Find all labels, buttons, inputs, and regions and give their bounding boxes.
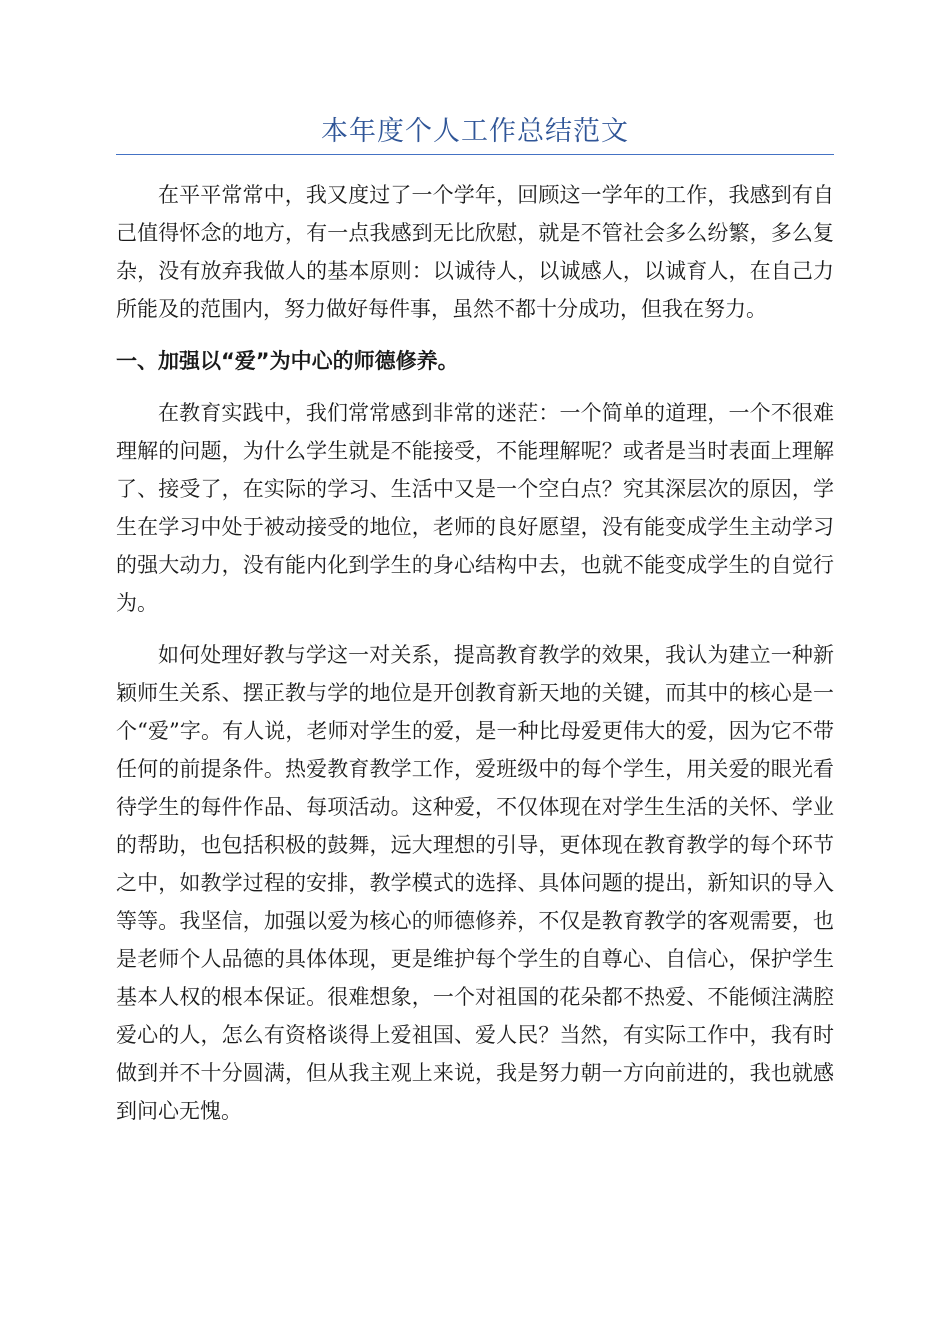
intro-paragraph: 在平平常常中，我又度过了一个学年，回顾这一学年的工作，我感到有自己值得怀念的地方，有一点我感到无比欣慰，就是不管社会多么纷繁，多么复杂，没有放弃我做人的基本原则：以诚待人，以诚感人，以诚育人，在自己力所能及的范围内，努力做好每件事，虽然不都十分成功，但我在努力。 [116, 183, 834, 321]
document-body [116, 176, 834, 1144]
body-paragraph: 在教育实践中，我们常常感到非常的迷茫：一个简单的道理，一个不很难理解的问题，为什么学生就是不能接受，不能理解呢？或者是当时表面上理解了、接受了，在实际的学习、生活中又是一个空白点？究其深层次的原因，学生在学习中处于被动接受的地位，老师的良好愿望，没有能变成学生主动学习的强大动力，没有能内化到学生的身心结构中去，也就不能变成学生的自觉行为。 [116, 401, 834, 615]
section-heading: 一、加强以“爱”为中心的师德修养。 [116, 349, 459, 373]
title-underline [116, 154, 834, 155]
body-paragraph: 如何处理好教与学这一对关系，提高教育教学的效果，我认为建立一种新颖师生关系、摆正教与学的地位是开创教育新天地的关键，而其中的核心是一个“爱”字。有人说，老师对学生的爱，是一种比母爱更伟大的爱，因为它不带任何的前提条件。热爱教育教学工作，爱班级中的每个学生，用关爱的眼光看待学生的每件作品、每项活动。这种爱，不仅体现在对学生生活的关怀、学业的帮助，也包括积极的鼓舞，远大理想的引导，更体现在教育教学的每个环节之中，如教学过程的安排，教学模式的选择、具体问题的提出，新知识的导入等等。我坚信，加强以爱为核心的师德修养，不仅是教育教学的客观需要，也是老师个人品德的具体体现，更是维护每个学生的自尊心、自信心，保护学生基本人权的根本保证。很难想象，一个对祖国的花朵都不热爱、不能倾注满腔爱心的人，怎么有资格谈得上爱祖国、爱人民？当然，有实际工作中，我有时做到并不十分圆满，但从我主观上来说，我是努力朝一方向前进的，我也就感到问心无愧。 [116, 643, 834, 1123]
document-title: 本年度个人工作总结范文 [321, 116, 629, 147]
